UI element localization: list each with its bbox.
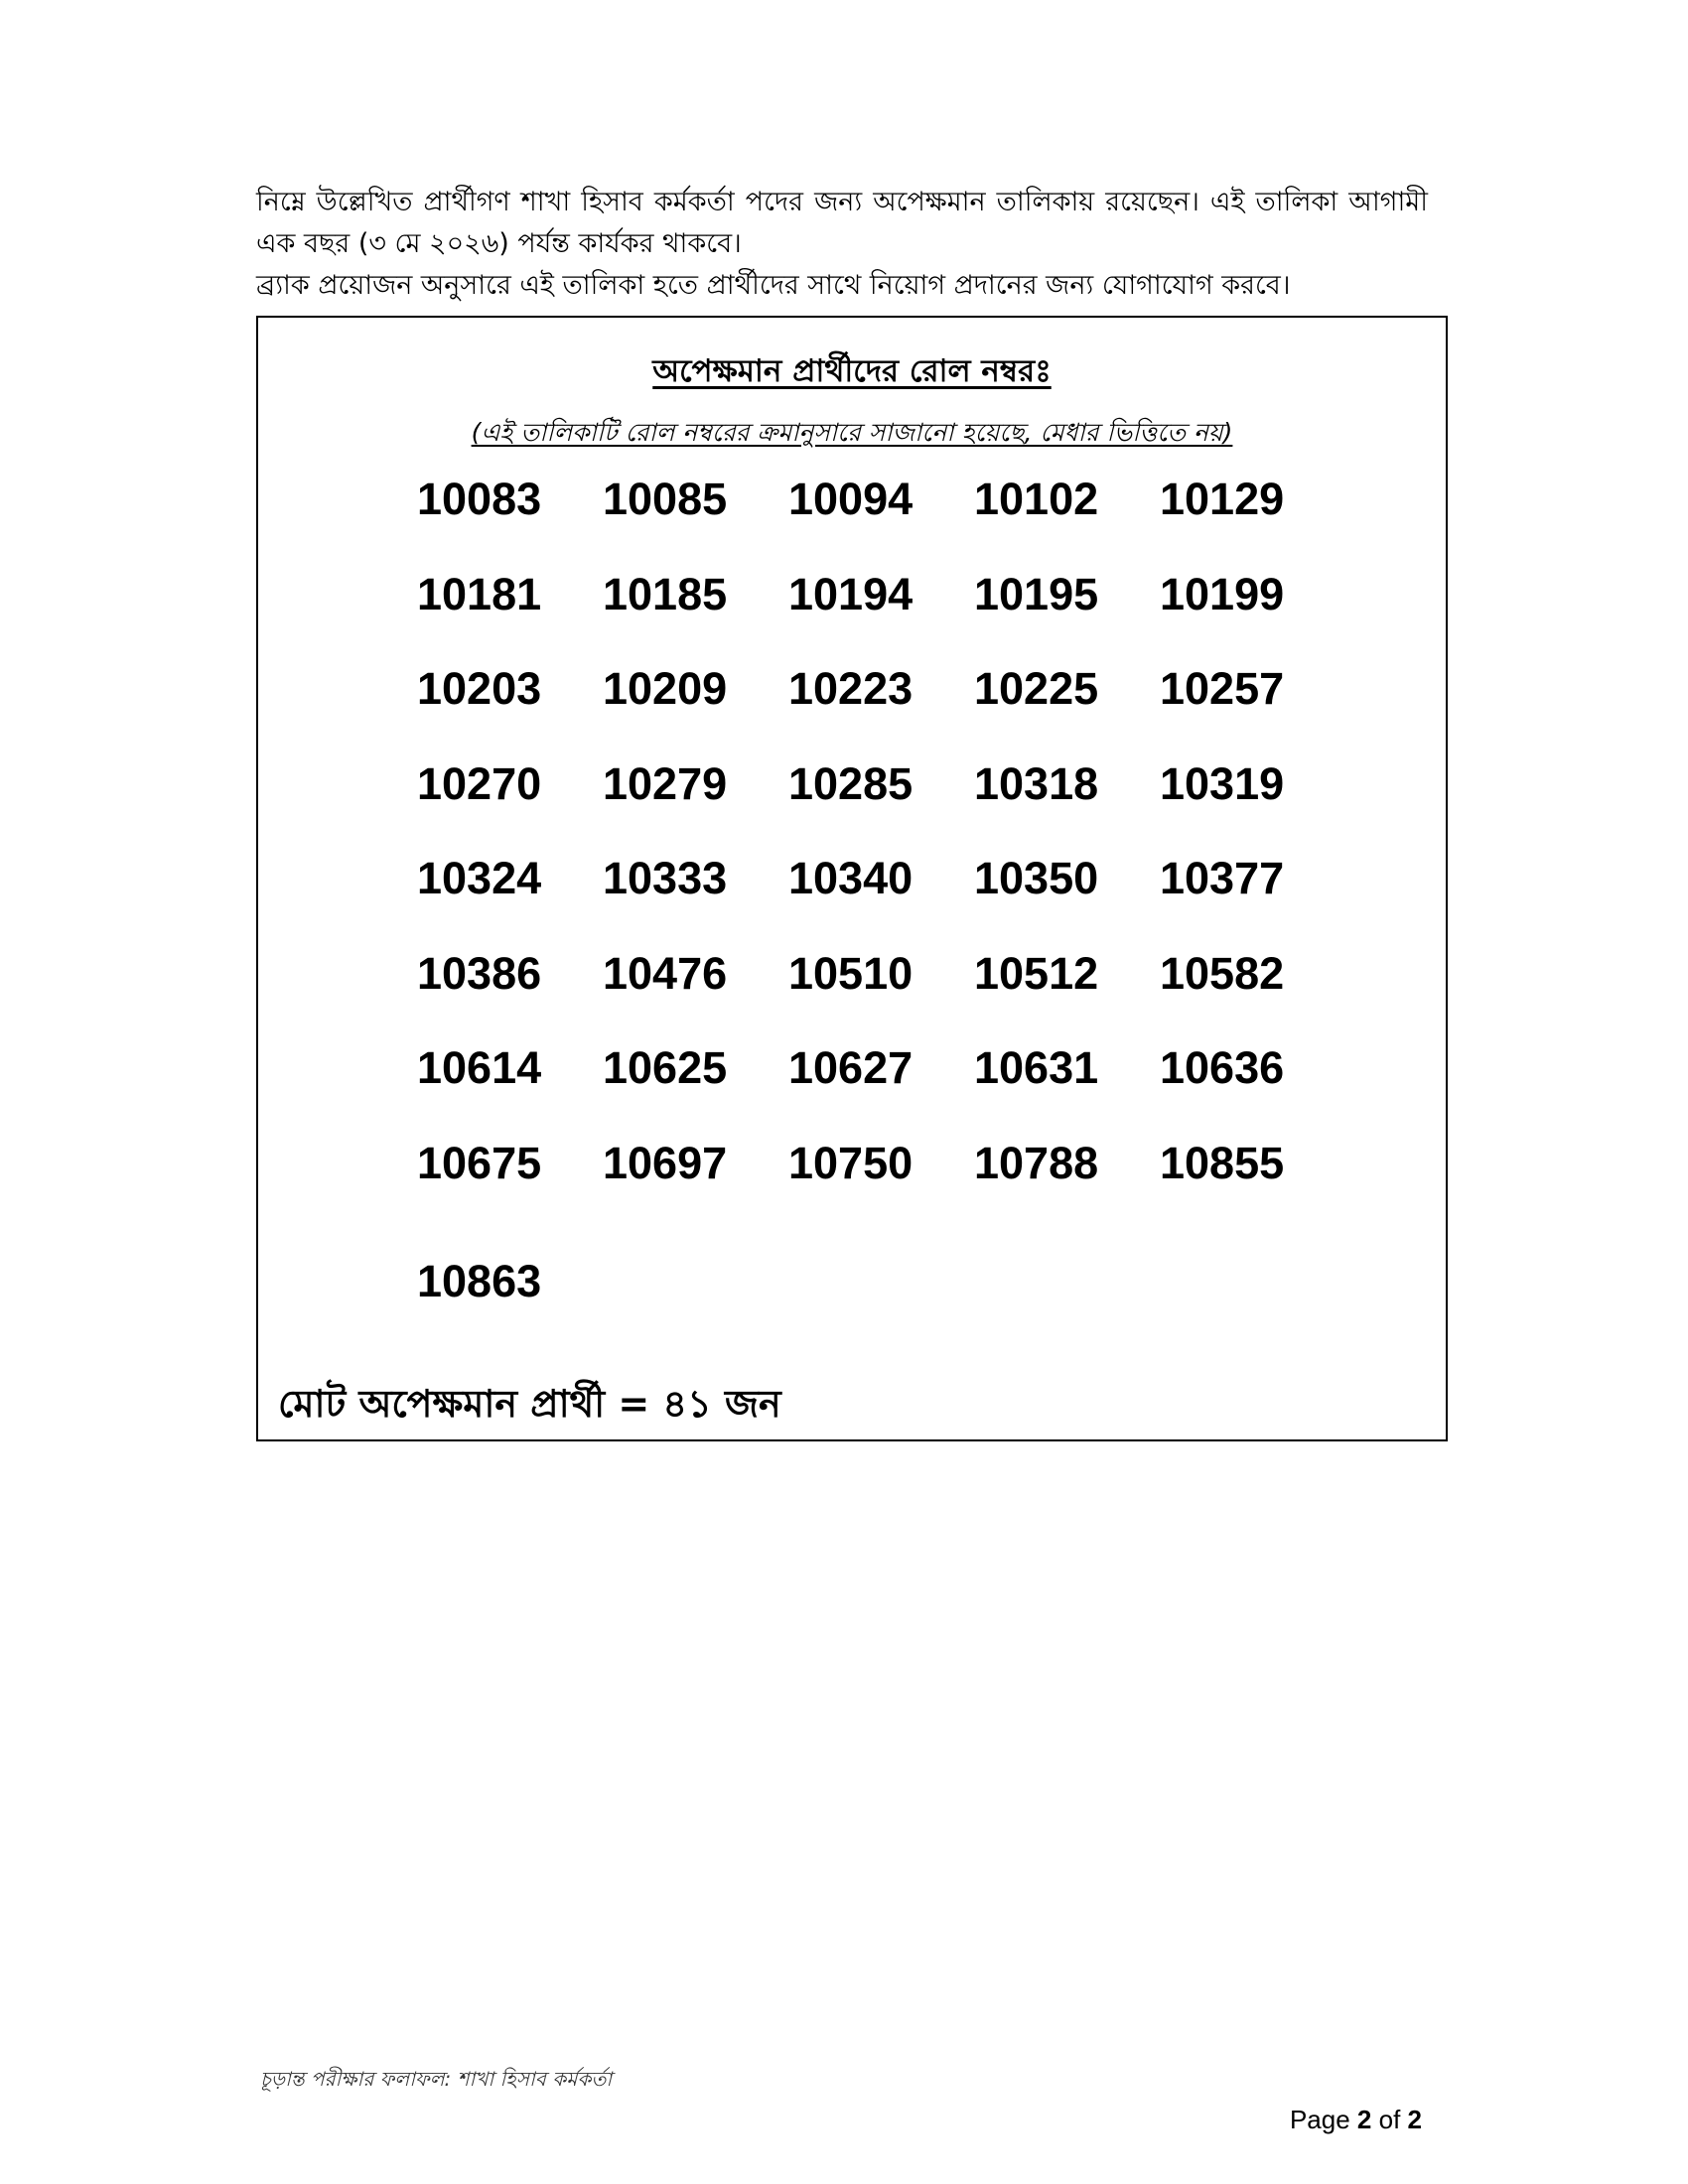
roll-number: 10625 xyxy=(603,1042,728,1093)
roll-number: 10257 xyxy=(1160,663,1285,714)
roll-number: 10476 xyxy=(603,947,728,999)
roll-number: 10333 xyxy=(603,853,728,903)
page-current: 2 xyxy=(1356,2105,1372,2134)
roll-number: 10223 xyxy=(788,663,914,714)
roll-number: 10631 xyxy=(974,1042,1099,1093)
intro-paragraph-1: নিম্নে উল্লেখিত প্রার্থীগণ শাখা হিসাব কর্মকর্তা পদের জন্য অপেক্ষমান তালিকায় রয়েছেন। এই তালিকা আগামী এক বছর (৩ মে ২০২৬) পর্যন্ত কার্যকর থাকবে। xyxy=(256,187,1428,259)
roll-number: 10636 xyxy=(1160,1042,1285,1093)
roll-number: 10627 xyxy=(788,1042,914,1093)
roll-number: 10788 xyxy=(974,1137,1099,1188)
roll-number: 10209 xyxy=(603,663,728,714)
footer-caption: চূড়ান্ত পরীক্ষার ফলাফল: শাখা হিসাব কর্মকর্তা xyxy=(260,2067,613,2091)
roll-number: 10279 xyxy=(603,757,728,809)
roll-number: 10185 xyxy=(603,568,728,619)
roll-number: 10083 xyxy=(417,474,542,524)
roll-number: 10697 xyxy=(603,1137,728,1188)
roll-number: 10675 xyxy=(417,1137,542,1188)
waiting-list-title: অপেক্ষমান প্রার্থীদের রোল নম্বরঃ xyxy=(652,353,1052,389)
roll-number: 10085 xyxy=(603,474,728,524)
roll-number: 10750 xyxy=(788,1137,914,1188)
roll-number: 10318 xyxy=(974,757,1099,809)
roll-number-grid xyxy=(417,474,1345,1330)
roll-number: 10855 xyxy=(1160,1137,1285,1188)
roll-number: 10199 xyxy=(1160,568,1285,619)
roll-number: 10094 xyxy=(788,474,914,524)
intro-text xyxy=(256,182,1428,307)
roll-number: 10377 xyxy=(1160,853,1285,903)
page-mid: of xyxy=(1371,2105,1408,2134)
total-candidates: মোট অপেক্ষমান প্রার্থী = ৪১ জন xyxy=(278,1382,781,1426)
waiting-list-box xyxy=(256,316,1448,1441)
intro-paragraph-2: ব্র্যাক প্রয়োজন অনুসারে এই তালিকা হতে প্রার্থীদের সাথে নিয়োগ প্রদানের জন্য যোগাযোগ করবে। xyxy=(256,270,1291,301)
roll-number: 10350 xyxy=(974,853,1099,903)
roll-number: 10194 xyxy=(788,568,914,619)
roll-number: 10582 xyxy=(1160,947,1285,999)
page-prefix: Page xyxy=(1289,2105,1357,2134)
roll-number: 10614 xyxy=(417,1042,542,1093)
roll-number: 10512 xyxy=(974,947,1099,999)
roll-number: 10129 xyxy=(1160,474,1285,524)
page-number xyxy=(1290,2105,1422,2135)
waiting-list-subtitle: (এই তালিকাটি রোল নম্বরের ক্রমানুসারে সাজানো হয়েছে, মেধার ভিত্তিতে নয়) xyxy=(471,418,1233,447)
roll-number: 10195 xyxy=(974,568,1099,619)
roll-number: 10102 xyxy=(974,474,1099,524)
roll-number: 10319 xyxy=(1160,757,1285,809)
roll-number: 10340 xyxy=(788,853,914,903)
roll-number: 10324 xyxy=(417,853,542,903)
roll-number: 10510 xyxy=(788,947,914,999)
page-total: 2 xyxy=(1407,2105,1422,2134)
roll-number: 10270 xyxy=(417,757,542,809)
roll-number: 10863 xyxy=(417,1256,542,1306)
roll-number: 10285 xyxy=(788,757,914,809)
roll-number: 10225 xyxy=(974,663,1099,714)
roll-number: 10203 xyxy=(417,663,542,714)
roll-number: 10386 xyxy=(417,947,542,999)
roll-number: 10181 xyxy=(417,568,542,619)
